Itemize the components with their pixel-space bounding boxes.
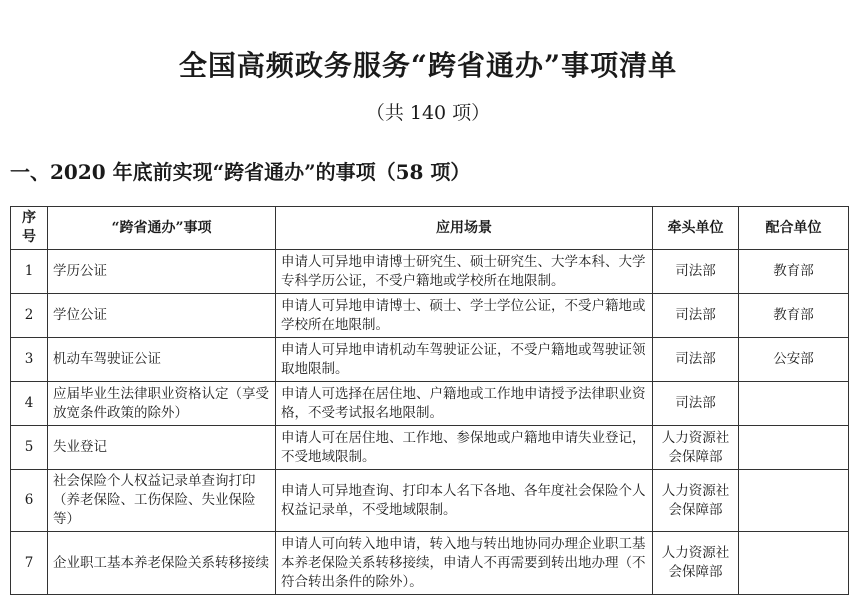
section-heading: 一、2020 年底前实现“跨省通办”的事项（58 项）: [10, 160, 471, 184]
header-cooperating-unit: 配合单位: [739, 207, 849, 250]
cell-matter: 失业登记: [48, 426, 276, 470]
cell-matter: 应届毕业生法律职业资格认定（享受放宽条件政策的除外）: [48, 382, 276, 426]
cell-cooperating-unit: [739, 426, 849, 470]
cell-cooperating-unit: [739, 382, 849, 426]
cell-matter: 学位公证: [48, 294, 276, 338]
cell-index: 3: [11, 338, 48, 382]
cell-lead-unit: 司法部: [653, 338, 739, 382]
cell-lead-unit: 司法部: [653, 250, 739, 294]
cell-lead-unit: 人力资源社会保障部: [653, 470, 739, 532]
table-row: [11, 532, 849, 595]
matters-table: [10, 206, 849, 595]
cell-cooperating-unit: [739, 470, 849, 532]
table-row: [11, 338, 849, 382]
cell-scenario: 申请人可向转入地申请，转入地与转出地协同办理企业职工基本养老保险关系转移接续，申请人不再需要到转出地办理（不符合转出条件的除外）。: [276, 532, 653, 595]
cell-scenario: 申请人可异地申请机动车驾驶证公证，不受户籍地或驾驶证领取地限制。: [276, 338, 653, 382]
cell-lead-unit: 人力资源社会保障部: [653, 532, 739, 595]
cell-scenario: 申请人可异地查询、打印本人名下各地、各年度社会保险个人权益记录单，不受地域限制。: [276, 470, 653, 532]
cell-index: 2: [11, 294, 48, 338]
cell-cooperating-unit: [739, 532, 849, 595]
document-title: 全国高频政务服务“跨省通办”事项清单: [178, 49, 678, 82]
cell-index: 5: [11, 426, 48, 470]
cell-index: 4: [11, 382, 48, 426]
header-index: 序号: [11, 207, 48, 250]
table-row: [11, 470, 849, 532]
cell-index: 1: [11, 250, 48, 294]
cell-scenario: 申请人可异地申请博士研究生、硕士研究生、大学本科、大学专科学历公证，不受户籍地或学校所在地限制。: [276, 250, 653, 294]
table-row: [11, 426, 849, 470]
table-row: [11, 382, 849, 426]
table-row: [11, 294, 849, 338]
table-header-row: [11, 207, 849, 250]
cell-scenario: 申请人可在居住地、工作地、参保地或户籍地申请失业登记，不受地域限制。: [276, 426, 653, 470]
cell-matter: 社会保险个人权益记录单查询打印（养老保险、工伤保险、失业保险等）: [48, 470, 276, 532]
cell-index: 6: [11, 470, 48, 532]
cell-lead-unit: 司法部: [653, 382, 739, 426]
table-row: [11, 250, 849, 294]
cell-lead-unit: 人力资源社会保障部: [653, 426, 739, 470]
cell-cooperating-unit: 教育部: [739, 294, 849, 338]
header-scenario: 应用场景: [276, 207, 653, 250]
cell-scenario: 申请人可选择在居住地、户籍地或工作地申请授予法律职业资格，不受考试报名地限制。: [276, 382, 653, 426]
cell-cooperating-unit: 教育部: [739, 250, 849, 294]
header-lead-unit: 牵头单位: [653, 207, 739, 250]
document-subtitle: （共 140 项）: [365, 102, 491, 124]
cell-index: 7: [11, 532, 48, 595]
cell-cooperating-unit: 公安部: [739, 338, 849, 382]
cell-matter: 机动车驾驶证公证: [48, 338, 276, 382]
cell-matter: 学历公证: [48, 250, 276, 294]
cell-scenario: 申请人可异地申请博士、硕士、学士学位公证，不受户籍地或学校所在地限制。: [276, 294, 653, 338]
cell-matter: 企业职工基本养老保险关系转移接续: [48, 532, 276, 595]
header-matter: “跨省通办”事项: [48, 207, 276, 250]
cell-lead-unit: 司法部: [653, 294, 739, 338]
